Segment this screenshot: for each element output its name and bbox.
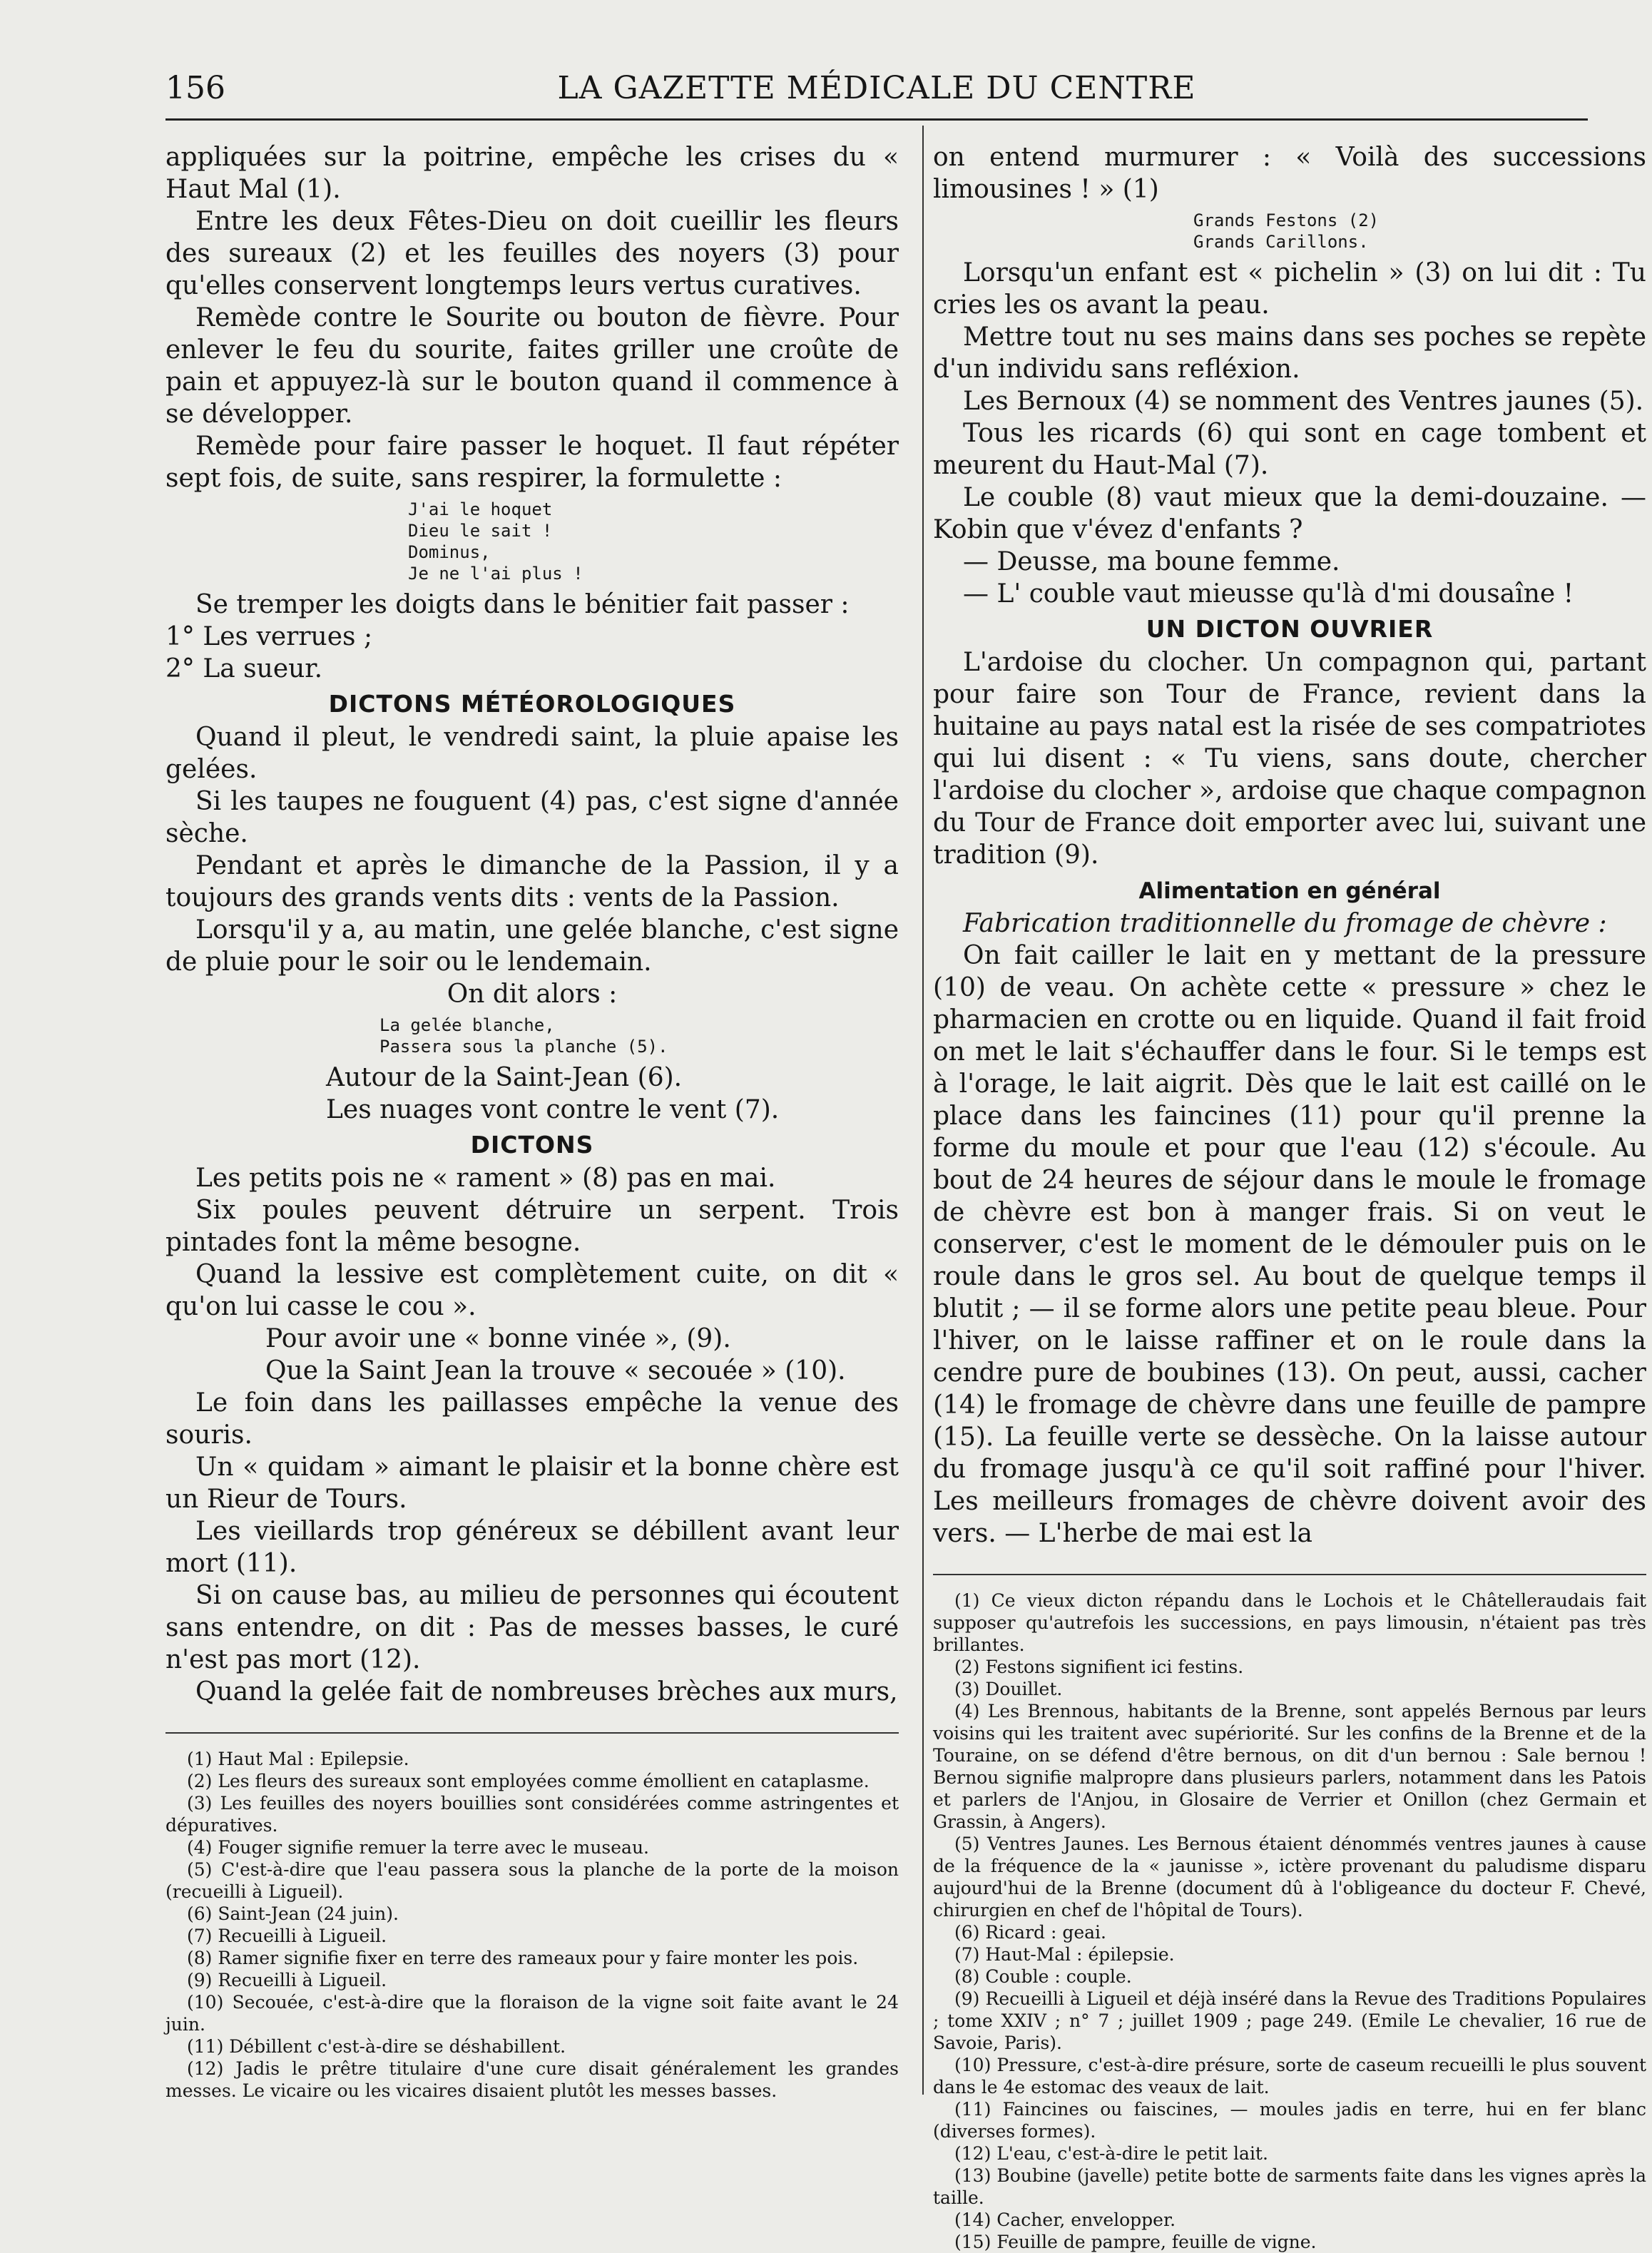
footnote: (1) Haut Mal : Epilepsie. [187, 1749, 409, 1769]
journal-title: LA GAZETTE MÉDICALE DU CENTRE [557, 70, 1196, 106]
footnote: (10) Pressure, c'est-à-dire présure, sorte de caseum recueilli le plus souvent dans le 4e estomac des veaux de lait. [933, 2055, 1646, 2097]
paragraph: Tous les ricards (6) qui sont en cage tombent et meurent du Haut-Mal (7). [933, 419, 1646, 480]
footnote: (4) Les Brennous, habitants de la Brenne, sont appelés Bernous par leurs voisins qui les traitent avec supériorité. Sur les confins de la Brenne et de la Touraine, on se défend d'être bernous, on dit d'un bernou : Sale bernou ! Bernou signifie malpropre dans plusieurs parlers, notamment dans les Patois et parlers de l'Anjou, in Glosaire de Verrier et Onillon (chez Germain et Grassin, à Angers). [933, 1701, 1646, 1832]
paragraph: Si on cause bas, au milieu de personnes qui écoutent sans entendre, on dit : Pas de messes basses, le curé n'est pas mort (12). [165, 1581, 899, 1674]
paragraph: On fait cailler le lait en y mettant de la pressure (10) de veau. On achète cette « pressure » chez le pharmacien en crotte ou en liquide. Quand il fait froid on met le lait s'échauffer dans le four. Si le temps est à l'orage, le lait aigrit. Dès que le lait est caillé on le place dans les faincines (11) pour qu'il prenne la forme du moule et pour que l'eau (12) s'écoule. Au bout de 24 heures de séjour dans le moule le fromage de chèvre est bon à manger frais. Si on veut le conserver, c'est le moment de le démouler puis on le roule dans le gros sel. Au bout de quelque temps il blutit ; — il se forme alors une petite peau bleue. Pour l'hiver, on le laisse raffiner et on le roule dans la cendre pure de boubines (13). On peut, aussi, cacher (14) le fromage de chèvre dans une feuille de pampre (15). La feuille verte se dessèche. On la laisse autour du fromage jusqu'à ce qu'il soit raffiné pour l'hiver. Les meilleurs fromages de chèvre doivent avoir des vers. — L'herbe de mai est la [933, 941, 1646, 1548]
footnote: (5) C'est-à-dire que l'eau passera sous la planche de la porte de la moison (recueilli à Ligueil). [165, 1859, 899, 1902]
footnote: (2) Les fleurs des sureaux sont employées comme émollient en cataplasme. [187, 1771, 870, 1791]
verse-line: Grands Carillons. [1193, 232, 1369, 252]
paragraph: Pendant et après le dimanche de la Passion, il y a toujours des grands vents dits : vents de la Passion. [165, 851, 899, 912]
footnote: (4) Fouger signifie remuer la terre avec le museau. [187, 1837, 649, 1858]
column-divider [922, 126, 924, 2095]
footnote: (2) Festons signifient ici festins. [954, 1657, 1244, 1677]
paragraph: Lorsqu'il y a, au matin, une gelée blanche, c'est signe de pluie pour le soir ou le lendemain. [165, 915, 899, 977]
list-item: 1° Les verrues ; [165, 622, 373, 651]
paragraph: Se tremper les doigts dans le bénitier fait passer : [195, 590, 850, 619]
paragraph: Mettre tout nu ses mains dans ses poches se repète d'un individu sans refléxion. [933, 322, 1646, 384]
section-heading: Alimentation en général [1138, 878, 1441, 904]
paragraph: Les vieillards trop généreux se débillent avant leur mort (11). [165, 1517, 899, 1578]
footnote: (6) Saint-Jean (24 juin). [187, 1903, 399, 1924]
footnote: (11) Débillent c'est-à-dire se déshabillent. [187, 2036, 566, 2057]
paragraph: Que la Saint Jean la trouve « secouée » (10). [265, 1356, 846, 1385]
paragraph: — L' couble vaut mieusse qu'là d'mi dousaîne ! [963, 579, 1574, 609]
paragraph: Les nuages vont contre le vent (7). [326, 1095, 780, 1124]
paragraph: — Deusse, ma boune femme. [963, 547, 1340, 576]
verse-line: La gelée blanche, [379, 1015, 555, 1035]
footnote: (3) Douillet. [954, 1679, 1063, 1699]
footnote: (13) Boubine (javelle) petite botte de sarments faite dans les vignes après la taille. [933, 2165, 1646, 2208]
paragraph: Les Bernoux (4) se nomment des Ventres jaunes (5). [963, 387, 1644, 416]
paragraph: appliquées sur la poitrine, empêche les crises du « Haut Mal (1). [165, 143, 899, 204]
footnote: (9) Recueilli à Ligueil et déjà inséré dans la Revue des Traditions Populaires ; tome XXIV ; n° 7 ; juillet 1909 ; page 249. (Emile Le chevalier, 16 rue de Savoie, Paris). [933, 1988, 1646, 2053]
footnote: (5) Ventres Jaunes. Les Bernous étaient dénommés ventres jaunes à cause de la fréquence de la « jaunisse », ictère provenant du paludisme disparu aujourd'hui de la Brenne (document dû à l'obligeance du docteur F. Chevé, chirurgien en chef de l'hôpital de Tours). [933, 1834, 1646, 1921]
paragraph: Si les taupes ne fouguent (4) pas, c'est signe d'année sèche. [165, 787, 899, 848]
list-item: 2° La sueur. [165, 654, 323, 683]
verse-festons [1193, 210, 1646, 253]
footnote: (15) Feuille de pampre, feuille de vigne. [954, 2232, 1317, 2252]
right-body [933, 141, 1646, 1550]
footnote: (8) Couble : couple. [954, 1966, 1132, 1987]
paragraph: Pour avoir une « bonne vinée », (9). [265, 1324, 731, 1353]
paragraph: Quand la lessive est complètement cuite, on dit « qu'on lui casse le cou ». [165, 1260, 899, 1321]
footnote: (6) Ricard : geai. [954, 1922, 1107, 1943]
footnote-rule [165, 1732, 899, 1734]
footnote-rule [933, 1574, 1646, 1575]
verse-line: Dominus, [408, 542, 491, 562]
paragraph: on entend murmurer : « Voilà des successions limousines ! » (1) [933, 143, 1646, 204]
verse-line: Passera sous la planche (5). [379, 1037, 668, 1057]
header-rule [165, 118, 1588, 121]
footnote: (8) Ramer signifie fixer en terre des rameaux pour y faire monter les pois. [187, 1948, 859, 1968]
footnote: (7) Recueilli à Ligueil. [187, 1926, 387, 1946]
section-heading: DICTONS MÉTÉOROLOGIQUES [328, 690, 736, 718]
footnote: (11) Faincines ou faiscines, — moules jadis en terre, hui en fer blanc (diverses formes). [933, 2099, 1646, 2142]
paragraph: Les petits pois ne « rament » (8) pas en mai. [195, 1164, 776, 1193]
paragraph: Six poules peuvent détruire un serpent. Trois pintades font la même besogne. [165, 1196, 899, 1257]
section-heading: DICTONS [470, 1131, 594, 1159]
footnote: (1) Ce vieux dicton répandu dans le Lochois et le Châtelleraudais fait supposer qu'autrefois les successions, en pays limousin, n'étaient pas très brillantes. [933, 1590, 1646, 1655]
verse-gelee [379, 1014, 899, 1057]
paragraph: Le foin dans les paillasses empêche la venue des souris. [165, 1388, 899, 1450]
running-header [165, 66, 1588, 116]
paragraph: L'ardoise du clocher. Un compagnon qui, partant pour faire son Tour de France, revient dans la huitaine au pays natal est la risée de ses compatriotes qui lui disent : « Tu viens, sans doute, chercher l'ardoise du clocher », ardoise que chaque compagnon du Tour de France doit emporter avec lui, suivant une tradition (9). [933, 648, 1646, 870]
section-heading: UN DICTON OUVRIER [1146, 615, 1434, 643]
footnote: (10) Secouée, c'est-à-dire que la floraison de la vigne soit faite avant le 24 juin. [165, 1992, 899, 2035]
left-body [165, 141, 899, 1708]
footnote: (12) Jadis le prêtre titulaire d'une cure disait généralement les grandes messes. Le vicaire ou les vicaires disaient plutôt les messes basses. [165, 2058, 899, 2101]
left-column [165, 141, 899, 2101]
verse-line: Je ne l'ai plus ! [408, 564, 583, 584]
footnote: (14) Cacher, envelopper. [954, 2209, 1176, 2230]
footnote: (7) Haut-Mal : épilepsie. [954, 1944, 1175, 1965]
paragraph: Remède contre le Sourite ou bouton de fièvre. Pour enlever le feu du sourite, faites griller une croûte de pain et appuyez-là sur le bouton quand il commence à se développer. [165, 303, 899, 429]
paragraph: Lorsqu'un enfant est « pichelin » (3) on lui dit : Tu cries les os avant la peau. [933, 258, 1646, 320]
paragraph: Remède pour faire passer le hoquet. Il faut répéter sept fois, de suite, sans respirer, la formulette : [165, 432, 899, 493]
right-column [933, 141, 1646, 2252]
left-footnotes [165, 1748, 899, 2102]
right-footnotes [933, 1590, 1646, 2253]
paragraph: Un « quidam » aimant le plaisir et la bonne chère est un Rieur de Tours. [165, 1453, 899, 1514]
footnote: (3) Les feuilles des noyers bouillies sont considérées comme astringentes et dépuratives. [165, 1793, 899, 1836]
paragraph: Entre les deux Fêtes-Dieu on doit cueillir les fleurs des sureaux (2) et les feuilles des noyers (3) pour qu'elles conservent longtemps leurs vertus curatives. [165, 207, 899, 300]
paragraph: Fabrication traditionnelle du fromage de chèvre : [963, 909, 1607, 938]
page-number: 156 [165, 70, 225, 106]
paragraph: Le couble (8) vaut mieux que la demi-douzaine. — Kobin que v'évez d'enfants ? [933, 483, 1646, 544]
paragraph: Autour de la Saint-Jean (6). [326, 1063, 683, 1092]
footnote: (9) Recueilli à Ligueil. [187, 1970, 387, 1990]
verse-hoquet [408, 499, 899, 584]
verse-line: Grands Festons (2) [1193, 210, 1380, 230]
footnote: (12) L'eau, c'est-à-dire le petit lait. [954, 2143, 1268, 2164]
paragraph: Quand la gelée fait de nombreuses brèches aux murs, [195, 1677, 898, 1707]
verse-line: J'ai le hoquet [408, 499, 553, 519]
paragraph: Quand il pleut, le vendredi saint, la pluie apaise les gelées. [165, 723, 899, 784]
verse-line: Dieu le sait ! [408, 521, 553, 541]
paragraph: On dit alors : [447, 980, 618, 1009]
